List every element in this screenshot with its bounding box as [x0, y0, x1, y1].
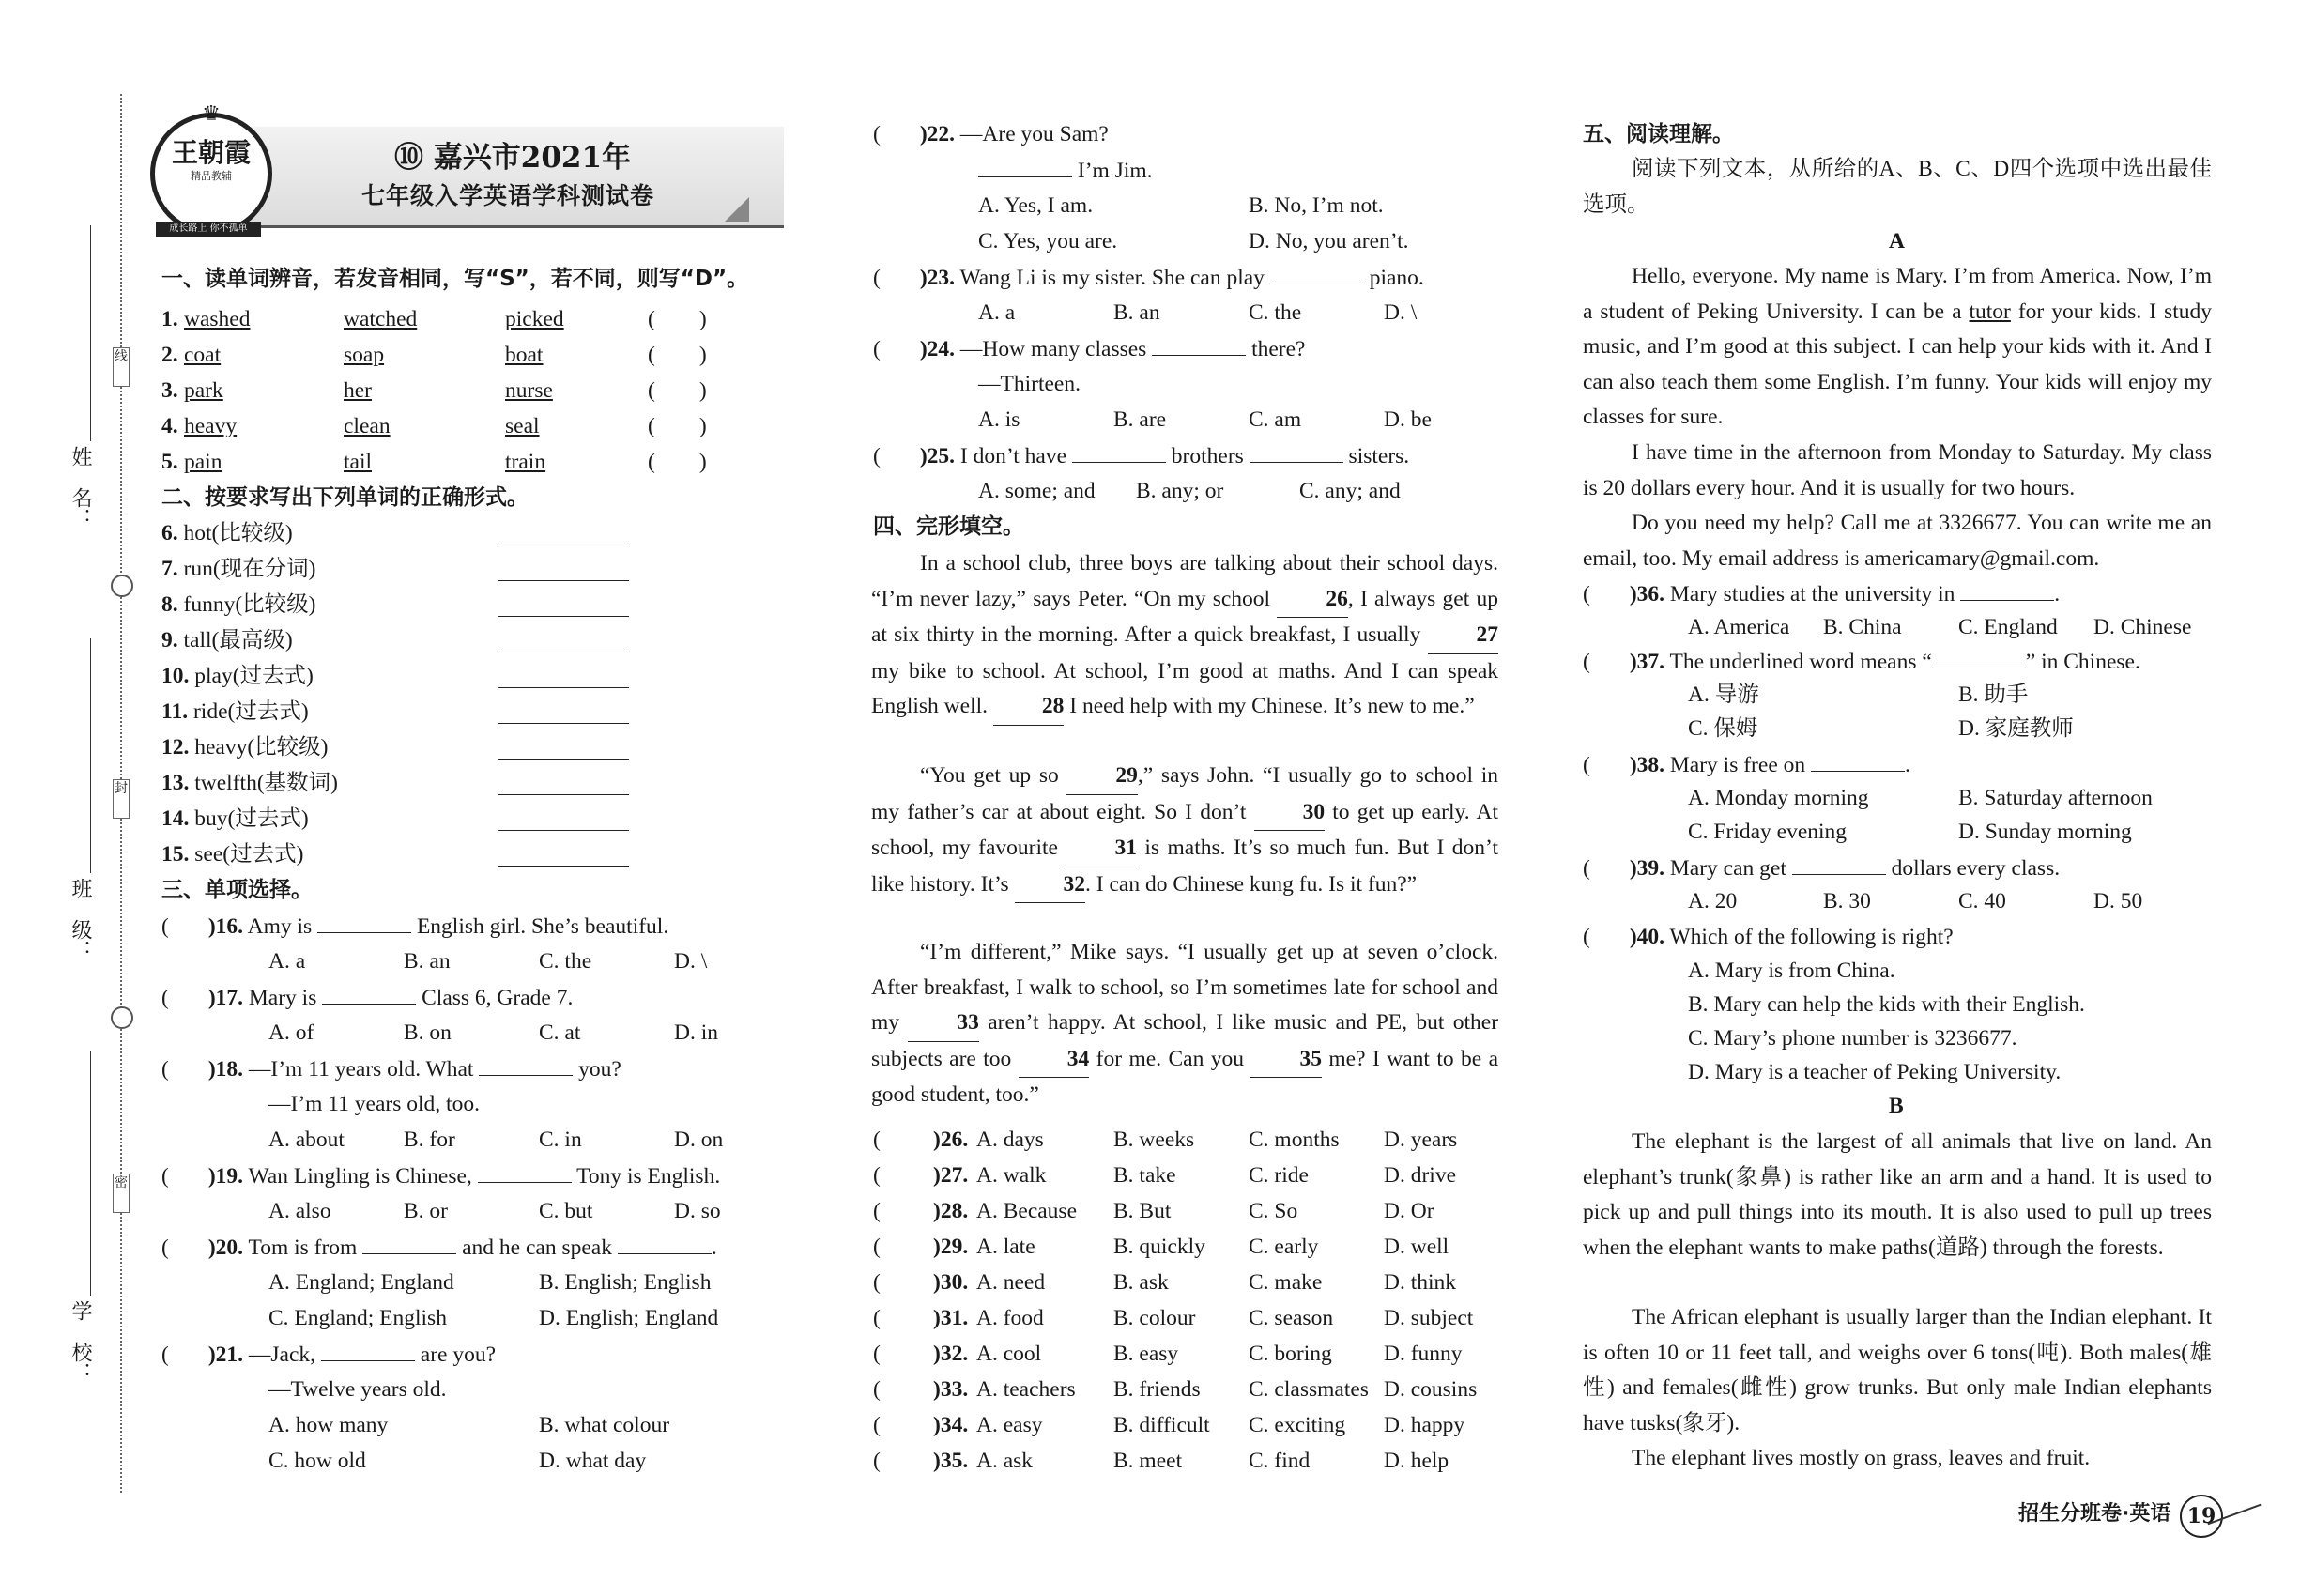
reading-instruction: 阅读下列文本，从所给的A、B、C、D四个选项中选出最佳选项。: [1583, 157, 2212, 217]
seal-line-2: 封: [113, 779, 130, 819]
s2-item-6: 6. hot(比较级): [161, 521, 293, 545]
passage-a-title: A: [1889, 229, 1905, 253]
answer-line[interactable]: [498, 866, 629, 867]
cloze-paragraph-3: “I’m different,” Mike says. “I usually get up at seven o’clock. After breakfast, I walk to school, so I’m sometimes late for school and my 33 aren’t happy. At school, I like music and PE, but other subjects are too 34 for me. Can you 35 me? I want to be a good student, too.”: [871, 940, 1499, 1107]
cloze-paragraph-1: In a school club, three boys are talking about their school days. “I’m never lazy,” says Peter. “On my school 26, I always get up at six thirty in the morning. After a quick breakfast, I usually 27 my bike to school. At school, I’m good at maths. And I can speak English well. 28 I need help with my Chinese. It’s new to me.”: [871, 546, 1498, 726]
question-19: ( )19. Wan Lingling is Chinese, Tony is English.: [161, 1161, 720, 1190]
blank-34[interactable]: 34: [1019, 1042, 1090, 1079]
cloze-paragraph-2: “You get up so 29,” says John. “I usually go to school in my father’s car at about eight. So I don’t 30 to get up early. At school, my favourite 31 is maths. It’s so much fun. But I don’t like history. It’s 32. I can do Chinese kung fu. Is it fun?”: [871, 759, 1498, 903]
s2-item-11: 11. ride(过去式): [161, 699, 309, 724]
answer-line[interactable]: [498, 830, 629, 831]
s2-item-12: 12. heavy(比较级): [161, 735, 329, 760]
blank-28[interactable]: 28: [993, 689, 1065, 726]
exam-title-line2: 七年级入学英语学科测试卷: [361, 182, 655, 209]
passage-b-paragraph-2: The African elephant is usually larger than the Indian elephant. It is often 10 or 11 feet tall, and weighs over 6 tons(吨). Both males(雄性) and females(雌性) grow trunks. But only male Indian elephants have tusks(象牙).: [1583, 1305, 2212, 1435]
answer-line[interactable]: [498, 723, 629, 724]
answer-line[interactable]: [498, 580, 629, 581]
answer-box[interactable]: ( ): [648, 378, 707, 403]
s2-item-8: 8. funny(比较级): [161, 592, 316, 617]
section1-heading: 一、读单词辨音，若发音相同，写“S”，若不同，则写“D”。: [161, 267, 749, 291]
blank-27[interactable]: 27: [1428, 618, 1499, 654]
question-21: ( )21. —Jack, are you?: [161, 1340, 496, 1369]
passage-a-paragraph-1: Hello, everyone. My name is Mary. I’m from America. Now, I’m a student of Peking University. I can be a tutor for your kids. I study music, and I’m good at this subject. I can help your kids with it. And I can also teach them some English. I’m funny. Your kids will enjoy my classes for sure.: [1583, 264, 2212, 429]
s2-item-13: 13. twelfth(基数词): [161, 771, 338, 795]
banner-corner: [725, 197, 749, 222]
question-16: ( )16. Amy is English girl. She’s beautiful.: [161, 912, 668, 941]
question-18: ( )18. —I’m 11 years old. What you?: [161, 1054, 621, 1083]
blank-30[interactable]: 30: [1254, 795, 1326, 832]
binding-hole-1: [111, 575, 133, 597]
blank-31[interactable]: 31: [1066, 831, 1137, 867]
answer-box[interactable]: ( ): [648, 343, 707, 367]
school-label: 学 校：: [69, 1300, 92, 1383]
s2-item-7: 7. run(现在分词): [161, 557, 316, 581]
s2-item-15: 15. see(过去式): [161, 842, 304, 867]
class-label: 班 级：: [69, 878, 92, 960]
blank-32[interactable]: 32: [1015, 867, 1086, 904]
question-22: ( )22. —Are you Sam?: [873, 122, 1109, 146]
name-field[interactable]: [90, 225, 91, 441]
answer-line[interactable]: [498, 759, 629, 760]
section4-heading: 四、完形填空。: [873, 514, 1024, 539]
section2-heading: 二、按要求写出下列单词的正确形式。: [161, 485, 529, 510]
s2-item-14: 14. buy(过去式): [161, 806, 309, 831]
answer-box[interactable]: ( ): [648, 450, 707, 474]
name-label: 姓 名：: [69, 446, 92, 529]
answer-box[interactable]: ( ): [648, 307, 707, 331]
question-36: ( )36. Mary studies at the university in .: [1583, 579, 2060, 608]
answer-line[interactable]: [498, 616, 629, 617]
answer-line[interactable]: [498, 794, 629, 795]
blank-26[interactable]: 26: [1277, 582, 1348, 619]
passage-b-title: B: [1889, 1094, 1904, 1118]
question-23: ( )23. Wang Li is my sister. She can play piano.: [873, 263, 1424, 292]
section5-heading: 五、阅读理解。: [1583, 122, 1734, 146]
question-38: ( )38. Mary is free on .: [1583, 750, 1910, 779]
paper-number-badge: ⑩: [394, 141, 423, 175]
passage-a-paragraph-3: Do you need my help? Call me at 3326677. You can write me an email, too. My email address is americamary@gmail.com.: [1583, 511, 2212, 571]
seal-line-1: 线: [113, 347, 130, 387]
page-number: 19: [2180, 1495, 2223, 1538]
passage-b-paragraph-3: The elephant lives mostly on grass, leaves and fruit.: [1632, 1446, 2091, 1470]
question-40: ( )40. Which of the following is right?: [1583, 925, 1954, 949]
brand-logo: ♛ 王朝霞 精品教辅: [150, 113, 272, 235]
exam-title-line1: ⑩ 嘉兴市2021年: [394, 141, 632, 175]
binding-hole-2: [111, 1006, 133, 1029]
answer-line[interactable]: [498, 687, 629, 688]
s2-item-9: 9. tall(最高级): [161, 628, 293, 652]
question-24: ( )24. —How many classes there?: [873, 334, 1305, 363]
blank-29[interactable]: 29: [1066, 759, 1138, 795]
school-field[interactable]: [90, 1051, 91, 1296]
footer-series: 招生分班卷·英语: [2018, 1502, 2171, 1526]
answer-box[interactable]: ( ): [648, 414, 707, 438]
question-37: ( )37. The underlined word means “ ” in Chinese.: [1583, 647, 2140, 676]
blank-35[interactable]: 35: [1250, 1042, 1322, 1079]
logo-motto: 成长路上 你不孤单: [156, 222, 261, 237]
s2-item-10: 10. play(过去式): [161, 664, 314, 688]
question-20: ( )20. Tom is from and he can speak .: [161, 1233, 717, 1262]
question-39: ( )39. Mary can get dollars every class.: [1583, 853, 2060, 882]
passage-b-paragraph-1: The elephant is the largest of all animals that live on land. An elephant’s trunk(象鼻) is rather like an arm and a hand. It is used to pick up and pull things into its mouth. It is also used to pull up trees when the elephant wants to make paths(道路) through the forests.: [1583, 1129, 2212, 1260]
question-25: ( )25. I don’t have brothers sisters.: [873, 441, 1409, 470]
question-17: ( )17. Mary is Class 6, Grade 7.: [161, 983, 573, 1012]
seal-line-3: 密: [113, 1174, 130, 1213]
section3-heading: 三、单项选择。: [161, 878, 313, 902]
class-field[interactable]: [90, 638, 91, 873]
logo-crown-icon: ♛: [202, 102, 221, 126]
passage-a-paragraph-2: I have time in the afternoon from Monday to Saturday. My class is 20 dollars every hour. And it is usually for two hours.: [1583, 440, 2212, 500]
blank-33[interactable]: 33: [908, 1005, 979, 1042]
